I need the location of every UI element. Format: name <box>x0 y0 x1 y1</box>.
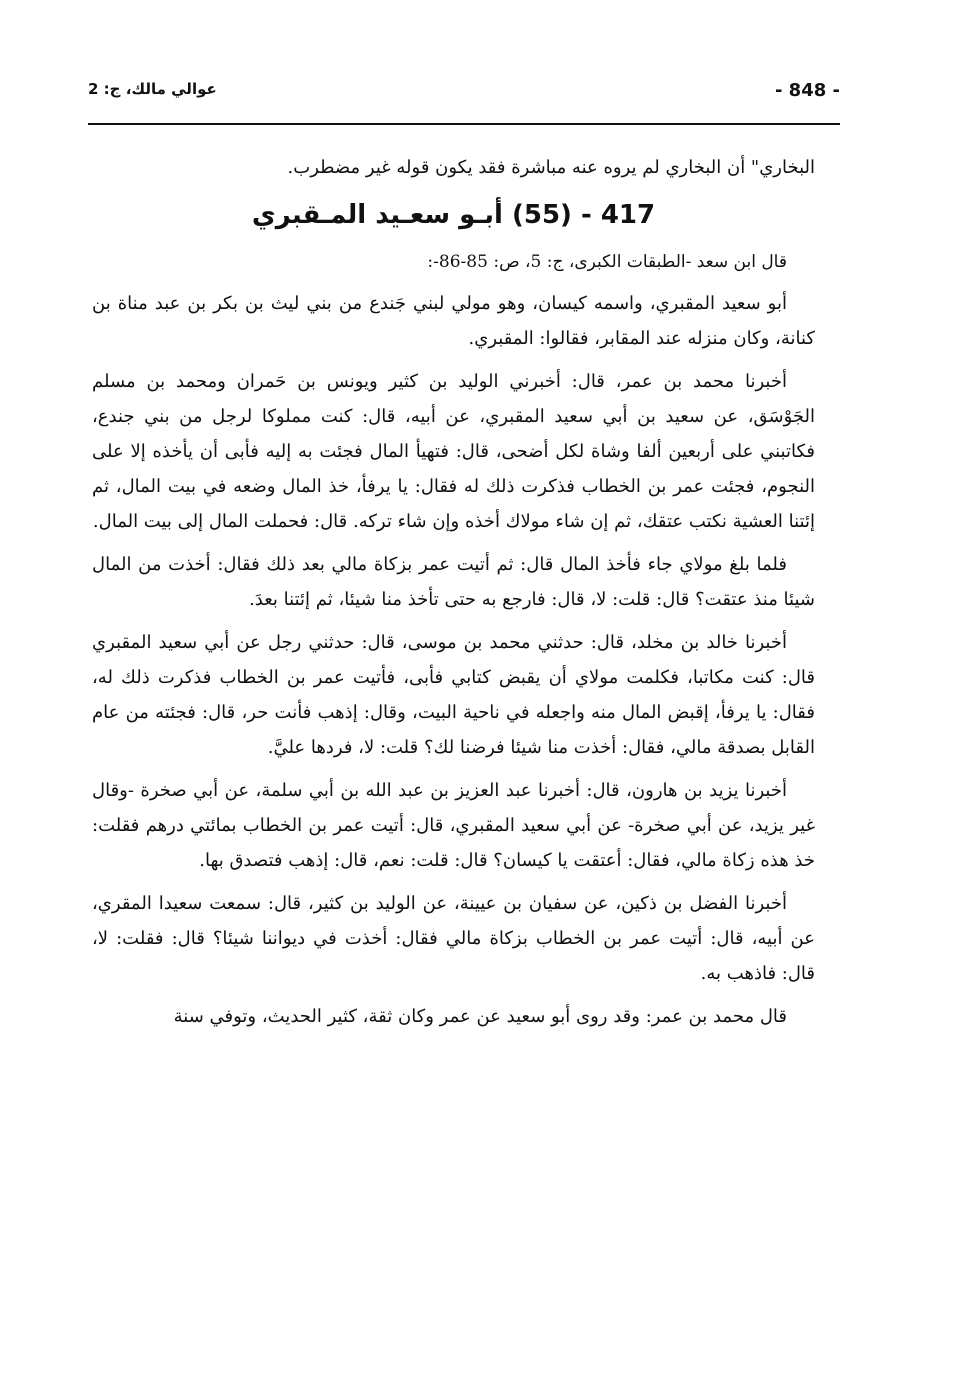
continuation-text: البخاري" أن البخاري لم يروه عنه مباشرة فقد يكون قوله غير مضطرب. <box>287 157 815 178</box>
page-header <box>88 80 840 120</box>
entry-title: 417 - (55) أبـو سعـيد المـقبري <box>251 200 656 230</box>
paragraph-2: أخبرنا محمد بن عمر، قال: أخبرني الوليد بن كثير ويونس بن حَمران ومحمد بن مسلم الجَوْسَق، عن سعيد بن أبي سعيد المقبري، عن أبيه، قال: كنت مملوكا لرجل من بني جندع، فكاتبني على أربعين ألفا وشاة لكل أضحى، قال: فتهيأ المال فجئت به إليه فأبى أن يأخذه إلا على النجوم، فجئت عمر بن الخطاب فذكرت ذلك له فقال: يا يرفأ، خذ المال وضعه في بيت المال، ثم إئتنا العشية نكتب عتقك، ثم إن شاء مولاك أخذه وإن شاء تركه. قال: فحملت المال إلى بيت المال. <box>92 371 815 532</box>
paragraph-5: أخبرنا يزيد بن هارون، قال: أخبرنا عبد العزيز بن عبد الله بن أبي سلمة، عن أبي صخرة -وقال غير يزيد، عن أبي صخرة- عن أبي سعيد المقبري، قال: أتيت عمر بن الخطاب بمائتي درهم فقلت: خذ هذه زكاة مالي، فقال: أعتقت يا كيسان؟ قال: قلت: نعم، قال: إذهب فتصدق بها. <box>92 780 815 871</box>
paragraph-7: قال محمد بن عمر: وقد روى أبو سعيد عن عمر وكان ثقة، كثير الحديث، وتوفي سنة <box>173 1006 787 1027</box>
paragraph-6: أخبرنا الفضل بن ذكين، عن سفيان بن عيينة، عن الوليد بن كثير، قال: سمعت سعيدا المقري، عن أبيه، قال: أتيت عمر بن الخطاب بزكاة مالي فقال: أخذت في ديواننا شيئا؟ قال: فقلت: لا، قال: فاذهب به. <box>92 893 815 984</box>
paragraph-3: فلما بلغ مولاي جاء فأخذ المال قال: ثم أتيت عمر بزكاة مالي بعد ذلك فقال: أخذت من المال شيئا منذ عتقت؟ قال: قلت: لا، قال: فارجع به حتى تأخذ منا شيئا، ثم إئتنا بعدَ. <box>92 554 815 610</box>
source-line: قال ابن سعد -الطبقات الكبرى، ج: 5، ص: 85-86-: <box>427 252 787 272</box>
page-number: - 848 - <box>774 80 840 101</box>
paragraph-4: أخبرنا خالد بن مخلد، قال: حدثني محمد بن موسى، قال: حدثني رجل عن أبي سعيد المقبري قال: كنت مكاتبا، فكلمت مولاي أن يقبض كتابي فأبى، فأتيت عمر بن الخطاب فذكرت ذلك له، فقال: يا يرفأ، إقبض المال منه واجعله في ناحية البيت، وقال: إذهب فأنت حر، قال: فجئته من عام القابل بصدقة مالي، فقال: أخذت منا شيئا فرضنا لك؟ قلت: لا، فردها عليَّ. <box>92 632 815 758</box>
header-rule <box>88 123 840 125</box>
main-text <box>92 150 815 1042</box>
running-head: عوالي مالك، ج: 2 <box>88 80 217 98</box>
paragraph-1: أبو سعيد المقبري، واسمه كيسان، وهو مولي لبني جَندع من بني ليث بن بكر بن عبد مناة بن كنانة، وكان منزله عند المقابر، فقالوا: المقبري. <box>92 293 815 349</box>
